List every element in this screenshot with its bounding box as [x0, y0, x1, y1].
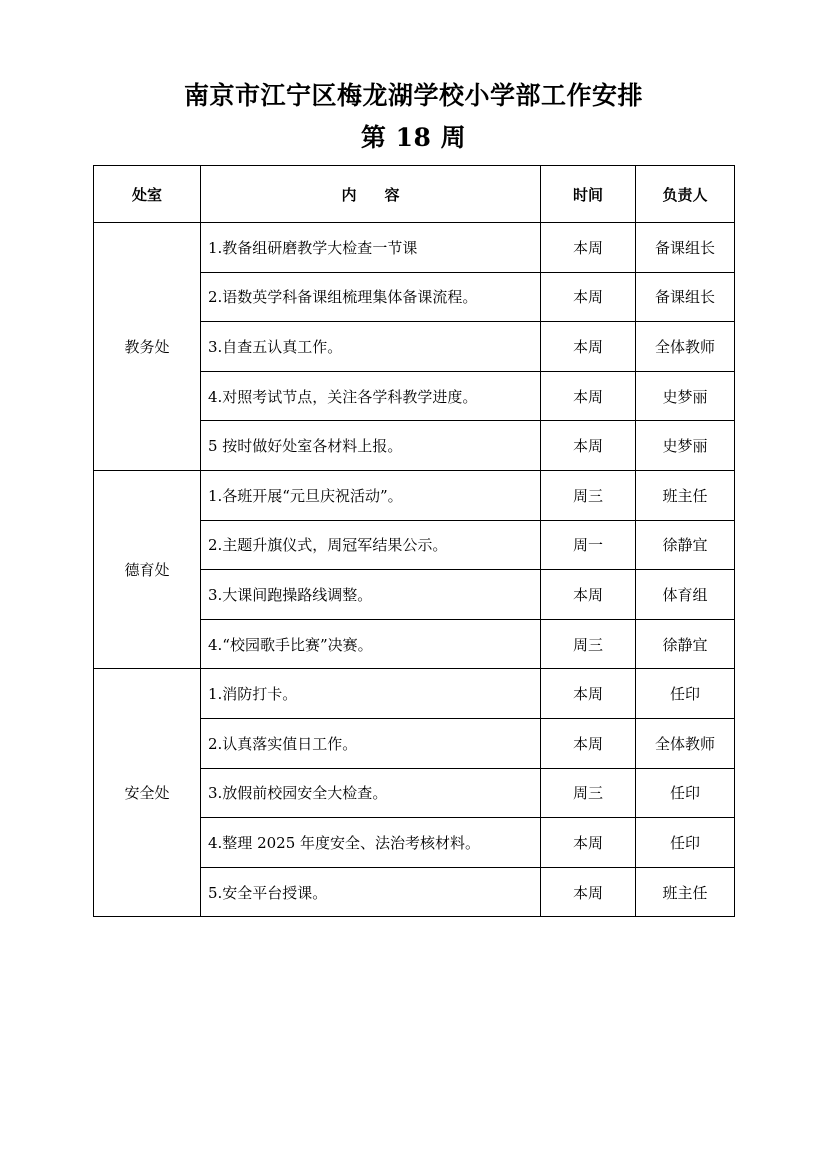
content-cell: 3.大课间跑操路线调整。 — [201, 570, 541, 620]
content-cell: 4.对照考试节点，关注各学科教学进度。 — [201, 371, 541, 421]
content-cell: 5 按时做好处室各材料上报。 — [201, 421, 541, 471]
time-cell: 本周 — [541, 223, 636, 273]
time-cell: 本周 — [541, 421, 636, 471]
owner-cell: 任印 — [636, 768, 735, 818]
header-content-label: 内容 — [341, 185, 428, 204]
page-title: 南京市江宁区梅龙湖学校小学部工作安排 — [183, 81, 643, 110]
table-row — [94, 470, 735, 520]
content-cell: 1.各班开展“元旦庆祝活动”。 — [201, 470, 541, 520]
dept-cell-moral: 德育处 — [94, 470, 201, 668]
header-time: 时间 — [541, 166, 636, 223]
time-cell: 本周 — [541, 322, 636, 372]
time-cell: 本周 — [541, 669, 636, 719]
owner-cell: 徐静宜 — [636, 520, 735, 570]
owner-cell: 班主任 — [636, 867, 735, 917]
time-cell: 本周 — [541, 371, 636, 421]
header-content — [201, 166, 541, 223]
table-header-row — [94, 166, 735, 223]
dept-cell-safety: 安全处 — [94, 669, 201, 917]
owner-cell: 备课组长 — [636, 272, 735, 322]
content-cell: 2.认真落实值日工作。 — [201, 718, 541, 768]
time-cell: 本周 — [541, 818, 636, 868]
time-cell: 周三 — [541, 470, 636, 520]
content-cell: 3.放假前校园安全大检查。 — [201, 768, 541, 818]
owner-cell: 备课组长 — [636, 223, 735, 273]
owner-cell: 史梦丽 — [636, 371, 735, 421]
owner-cell: 班主任 — [636, 470, 735, 520]
time-cell: 本周 — [541, 272, 636, 322]
table-row — [94, 669, 735, 719]
owner-cell: 任印 — [636, 669, 735, 719]
owner-cell: 任印 — [636, 818, 735, 868]
time-cell: 周三 — [541, 768, 636, 818]
owner-cell: 全体教师 — [636, 718, 735, 768]
owner-cell: 史梦丽 — [636, 421, 735, 471]
header-dept: 处室 — [94, 166, 201, 223]
content-cell: 5.安全平台授课。 — [201, 867, 541, 917]
content-cell: 2.语数英学科备课组梳理集体备课流程。 — [201, 272, 541, 322]
content-cell: 1.消防打卡。 — [201, 669, 541, 719]
time-cell: 本周 — [541, 867, 636, 917]
schedule-table — [93, 165, 735, 917]
header-owner: 负责人 — [636, 166, 735, 223]
content-cell: 2.主题升旗仪式，周冠军结果公示。 — [201, 520, 541, 570]
time-cell: 本周 — [541, 570, 636, 620]
time-cell: 周三 — [541, 619, 636, 669]
time-cell: 本周 — [541, 718, 636, 768]
content-cell: 4.整理 2025 年度安全、法治考核材料。 — [201, 818, 541, 868]
owner-cell: 全体教师 — [636, 322, 735, 372]
time-cell: 周一 — [541, 520, 636, 570]
table-row — [94, 223, 735, 273]
week-label: 第 18 周 — [360, 123, 467, 152]
dept-cell-academic: 教务处 — [94, 223, 201, 471]
content-cell: 4.“校园歌手比赛”决赛。 — [201, 619, 541, 669]
content-cell: 3.自查五认真工作。 — [201, 322, 541, 372]
owner-cell: 体育组 — [636, 570, 735, 620]
owner-cell: 徐静宜 — [636, 619, 735, 669]
content-cell: 1.教备组研磨教学大检查一节课 — [201, 223, 541, 273]
